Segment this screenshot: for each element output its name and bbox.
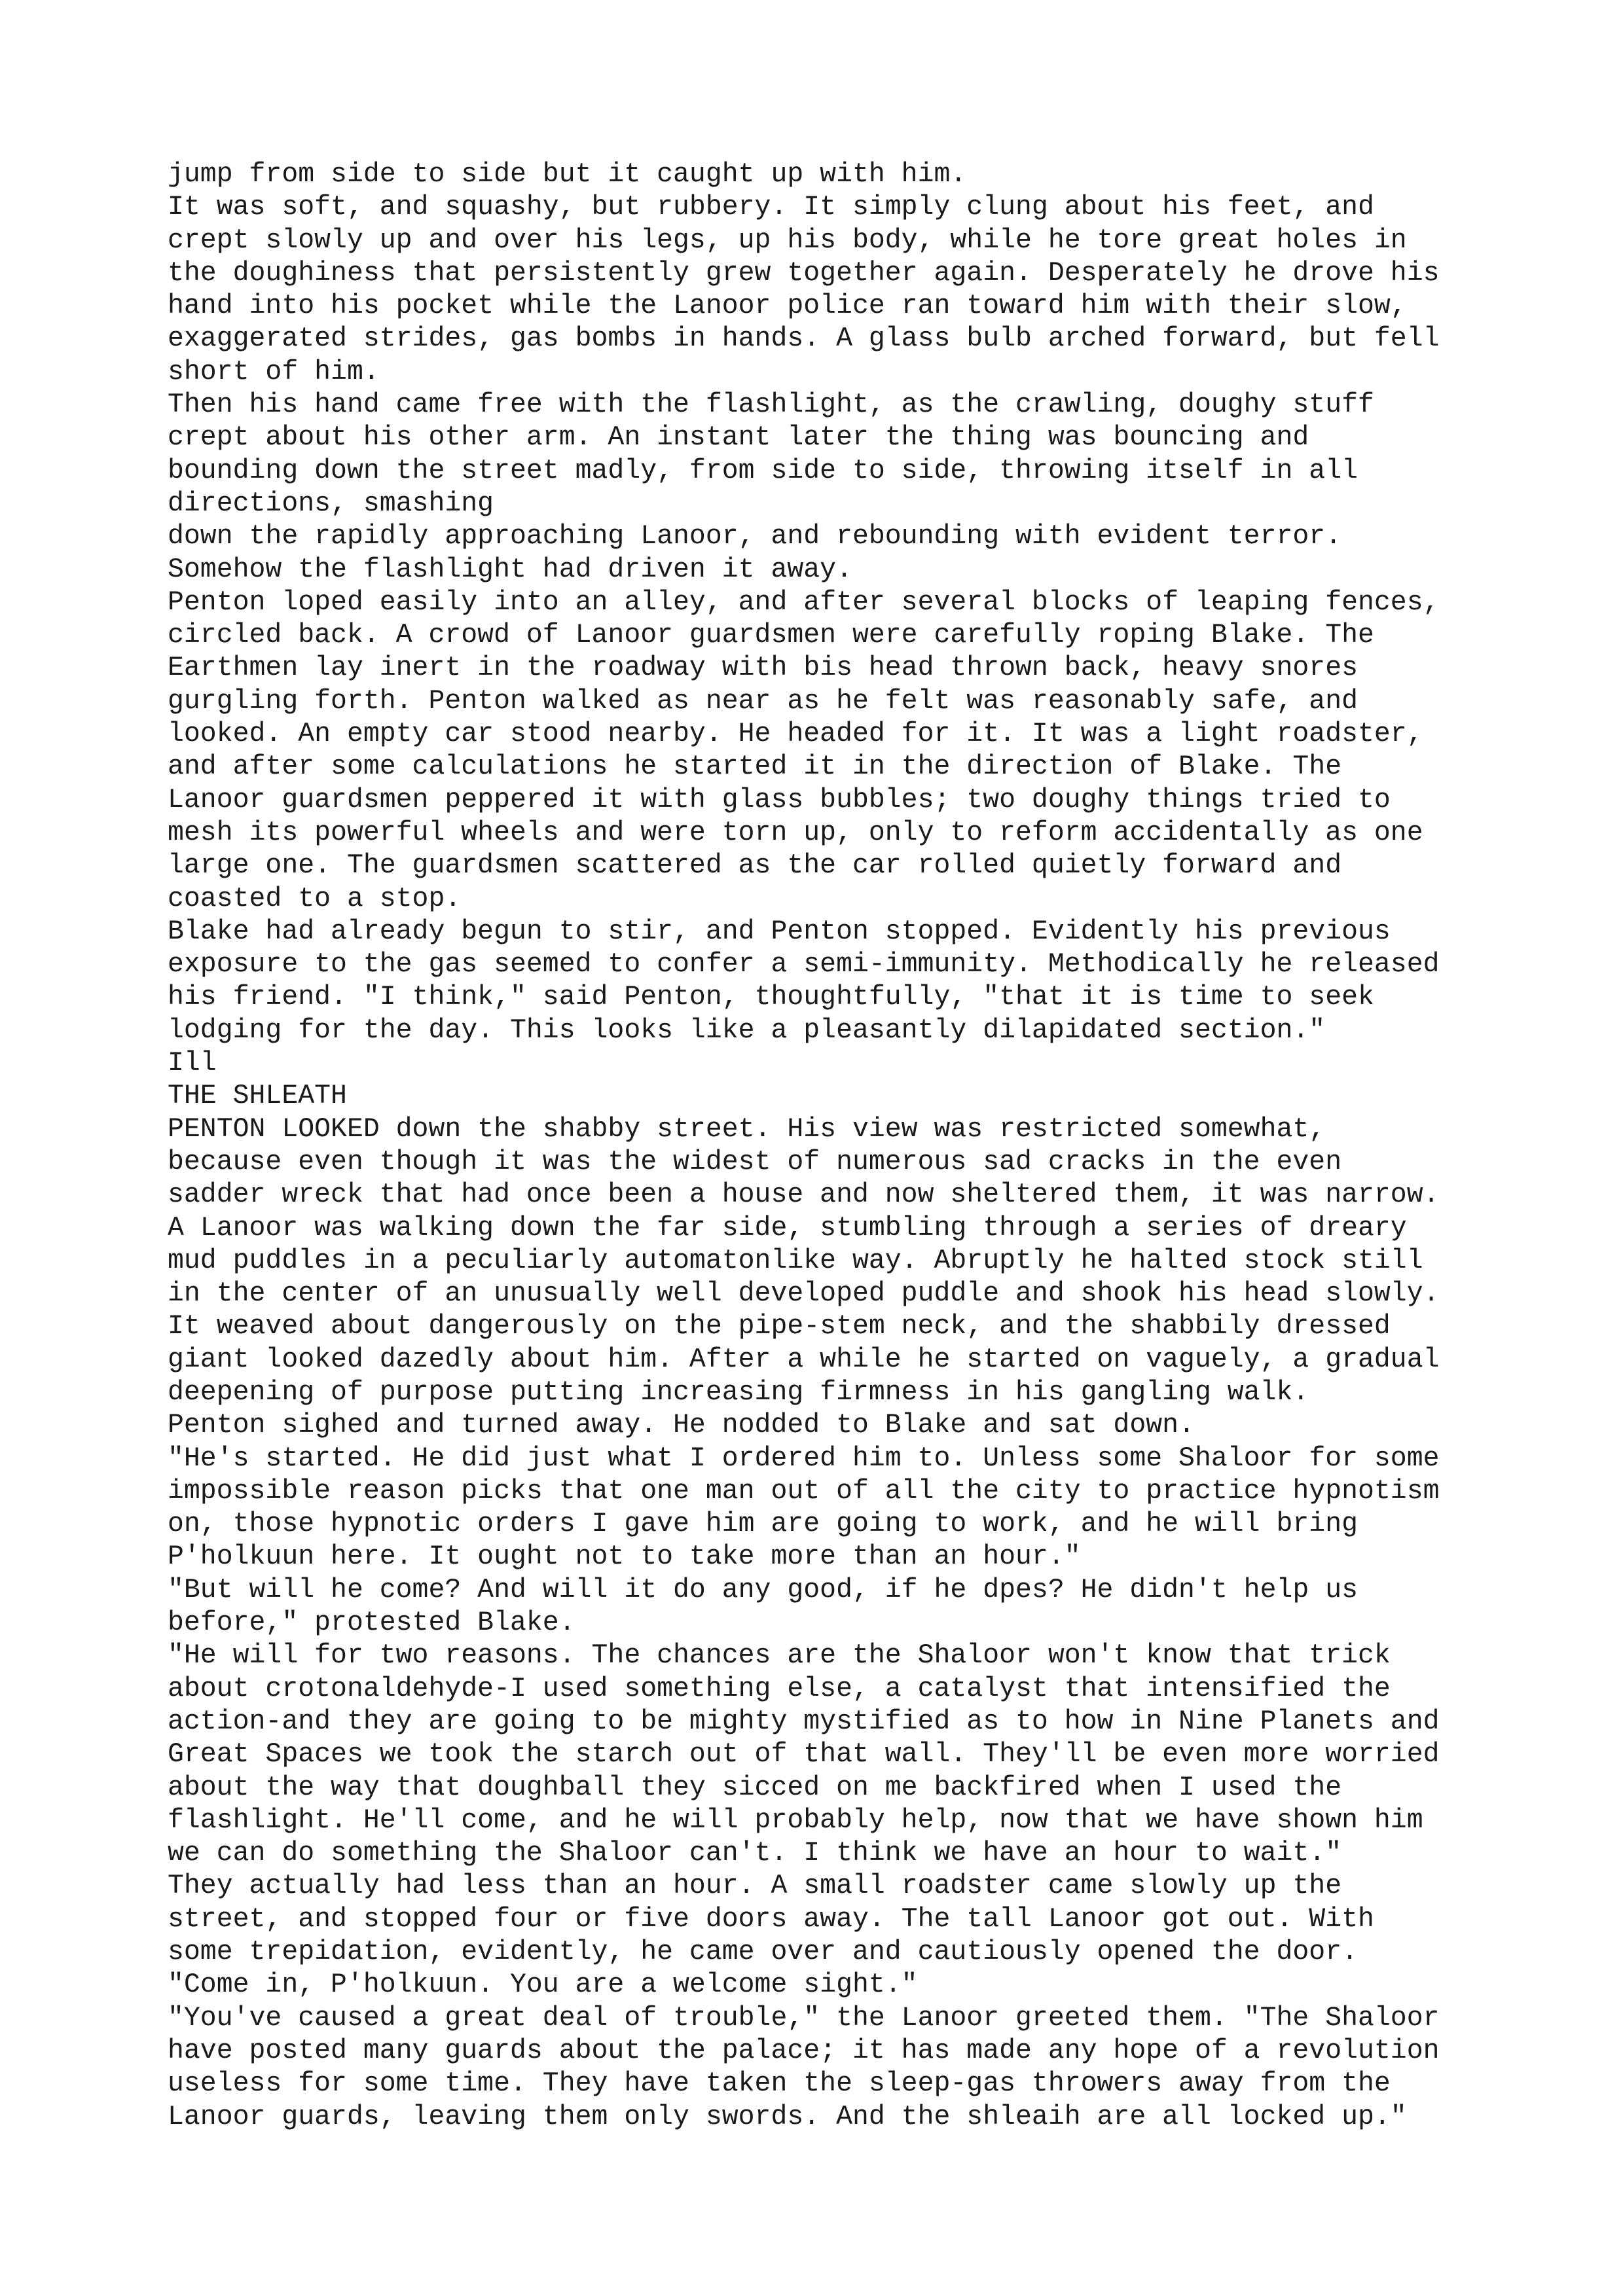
text-line: Earthmen lay inert in the roadway with bis head thrown back, heavy snores: [168, 653, 1358, 684]
text-line: circled back. A crowd of Lanoor guardsmen were carefully roping Blake. The: [168, 620, 1374, 651]
text-line: action-and they are going to be mighty mystified as to how in Nine Planets and: [168, 1706, 1440, 1737]
text-line: giant looked dazedly about him. After a while he started on vaguely, a gradual: [168, 1344, 1440, 1375]
text-line: Lanoor guardsmen peppered it with glass bubbles; two doughy things tried to: [168, 784, 1391, 816]
text-line: hand into his pocket while the Lanoor police ran toward him with their slow,: [168, 291, 1407, 322]
text-line: It was soft, and squashy, but rubbery. It simply clung about his feet, and: [168, 192, 1374, 223]
text-line: and after some calculations he started it in the direction of Blake. The: [168, 751, 1342, 783]
text-line: some trepidation, evidently, he came over and cautiously opened the door.: [168, 1937, 1358, 1968]
text-line: flashlight. He'll come, and he will probably help, now that we have shown him: [168, 1804, 1423, 1836]
text-line: mesh its powerful wheels and were torn up, only to reform accidentally as one: [168, 817, 1423, 848]
text-line: directions, smashing: [168, 488, 494, 519]
text-line: before," protested Blake.: [168, 1607, 575, 1639]
text-line: street, and stopped four or five doors away. The tall Lanoor got out. With: [168, 1903, 1374, 1935]
text-line: "He's started. He did just what I ordered him to. Unless some Shaloor for some: [168, 1443, 1440, 1474]
text-line: Lanoor guards, leaving them only swords. And the shleaih are all locked up.": [168, 2101, 1407, 2132]
text-line: large one. The guardsmen scattered as the car rolled quietly forward and: [168, 850, 1342, 882]
text-line: short of him.: [168, 356, 380, 387]
text-line: PENTON LOOKED down the shabby street. His view was restricted somewhat,: [168, 1113, 1326, 1145]
text-line: P'holkuun here. It ought not to take more than an hour.": [168, 1541, 1081, 1573]
text-line: sadder wreck that had once been a house and now sheltered them, it was narrow.: [168, 1179, 1440, 1211]
text-line: coasted to a stop.: [168, 883, 462, 914]
text-line: "Come in, P'holkuun. You are a welcome sight.": [168, 1969, 918, 2001]
text-line: his friend. "I think," said Penton, thoughtfully, "that it is time to seek: [168, 982, 1374, 1013]
text-line: deepening of purpose putting increasing firmness in his gangling walk.: [168, 1376, 1309, 1408]
text-line: Then his hand came free with the flashlight, as the crawling, doughy stuff: [168, 389, 1374, 421]
chapter-number: Ill: [168, 1048, 217, 1079]
text-line: we can do something the Shaloor can't. I think we have an hour to wait.": [168, 1838, 1342, 1869]
text-line: exposure to the gas seemed to confer a semi-immunity. Methodically he released: [168, 949, 1440, 980]
text-line: have posted many guards about the palace; it has made any hope of a revolution: [168, 2035, 1440, 2066]
text-line: useless for some time. They have taken the sleep-gas throwers away from the: [168, 2068, 1391, 2100]
text-line: jump from side to side but it caught up with him.: [168, 159, 967, 190]
text-line: looked. An empty car stood nearby. He headed for it. It was a light roadster,: [168, 719, 1423, 750]
text-line: about crotonaldehyde-I used something else, a catalyst that intensified the: [168, 1673, 1391, 1704]
text-line: "You've caused a great deal of trouble," the Lanoor greeted them. "The Shaloor: [168, 2002, 1440, 2034]
text-line: Penton sighed and turned away. He nodded to Blake and sat down.: [168, 1410, 1195, 1441]
text-line: They actually had less than an hour. A small roadster came slowly up the: [168, 1871, 1342, 1902]
text-line: It weaved about dangerously on the pipe-stem neck, and the shabbily dressed: [168, 1311, 1391, 1342]
text-line: about the way that doughball they sicced on me backfired when I used the: [168, 1772, 1342, 1803]
body-text: [168, 158, 1595, 2134]
text-line: down the rapidly approaching Lanoor, and rebounding with evident terror.: [168, 521, 1342, 552]
text-line: "But will he come? And will it do any good, if he dpes? He didn't help us: [168, 1574, 1358, 1605]
text-line: bounding down the street madly, from side to side, throwing itself in all: [168, 455, 1358, 486]
text-line: crept about his other arm. An instant later the thing was bouncing and: [168, 422, 1309, 454]
text-line: "He will for two reasons. The chances are the Shaloor won't know that trick: [168, 1640, 1391, 1672]
text-line: the doughiness that persistently grew together again. Desperately he drove his: [168, 257, 1440, 289]
text-line: Penton loped easily into an alley, and after several blocks of leaping fences,: [168, 586, 1440, 618]
text-line: gurgling forth. Penton walked as near as he felt was reasonably safe, and: [168, 685, 1358, 717]
chapter-title: THE SHLEATH: [168, 1081, 347, 1112]
text-line: exaggerated strides, gas bombs in hands. A glass bulb arched forward, but fell: [168, 323, 1440, 355]
text-line: lodging for the day. This looks like a pleasantly dilapidated section.": [168, 1014, 1326, 1046]
text-line: Somehow the flashlight had driven it away.: [168, 554, 852, 585]
text-line: A Lanoor was walking down the far side, stumbling through a series of dreary: [168, 1212, 1407, 1244]
text-line: Great Spaces we took the starch out of that wall. They'll be even more worried: [168, 1739, 1440, 1770]
text-line: crept slowly up and over his legs, up his body, while he tore great holes in: [168, 224, 1407, 256]
text-line: Blake had already begun to stir, and Penton stopped. Evidently his previous: [168, 916, 1391, 947]
text-line: mud puddles in a peculiarly automatonlike way. Abruptly he halted stock still: [168, 1245, 1423, 1276]
text-line: impossible reason picks that one man out of all the city to practice hypnotism: [168, 1475, 1440, 1507]
text-line: because even though it was the widest of numerous sad cracks in the even: [168, 1146, 1342, 1177]
text-line: on, those hypnotic orders I gave him are going to work, and he will bring: [168, 1509, 1358, 1540]
text-line: in the center of an unusually well developed puddle and shook his head slowly.: [168, 1278, 1440, 1310]
